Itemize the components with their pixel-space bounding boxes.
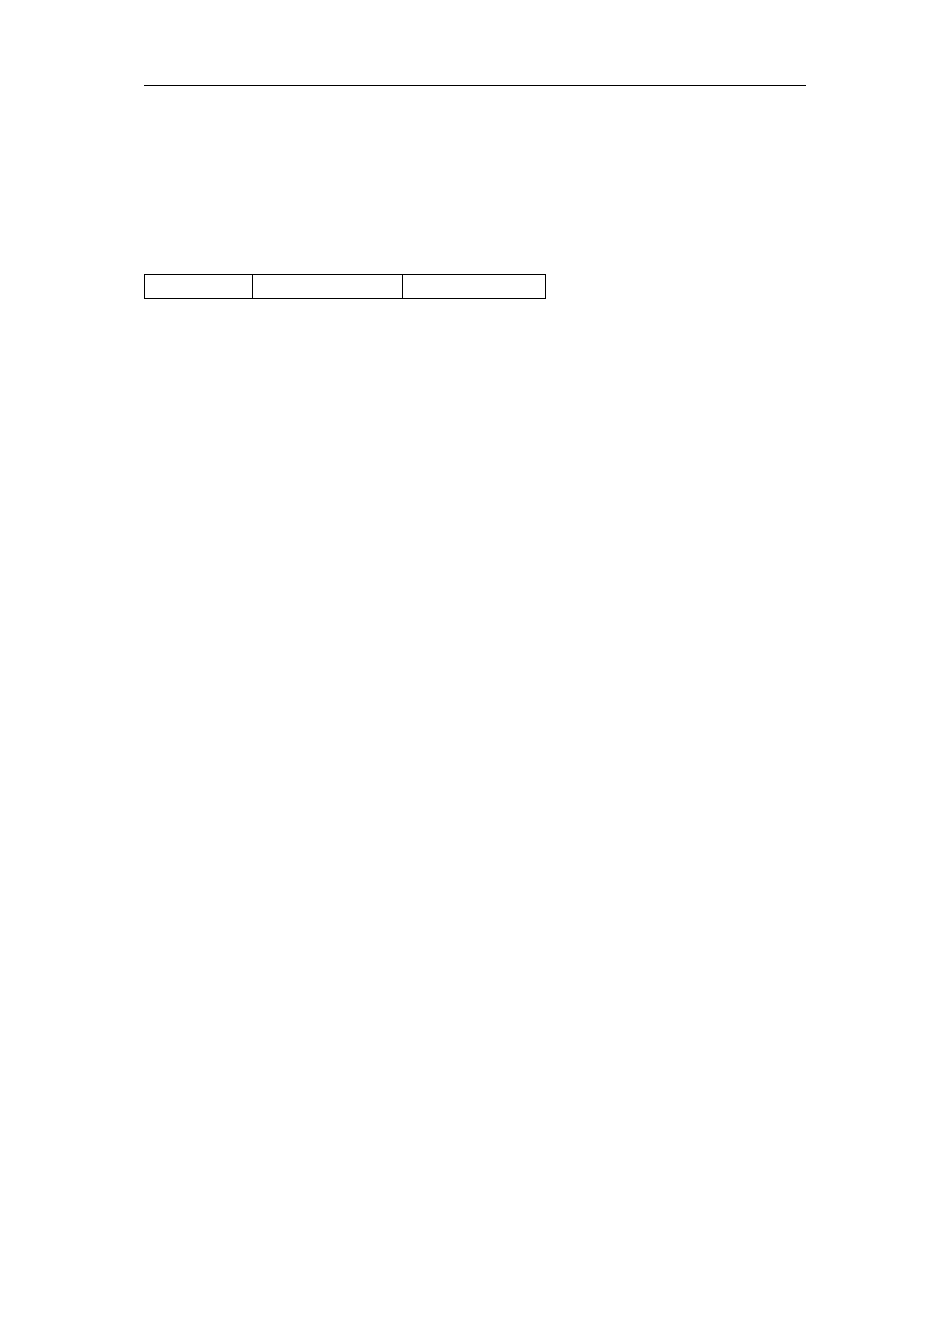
header-rule [144, 85, 806, 86]
time-cell [253, 275, 403, 299]
info-table [144, 274, 546, 299]
word-count-cell [145, 275, 253, 299]
difficulty-cell [403, 275, 546, 299]
